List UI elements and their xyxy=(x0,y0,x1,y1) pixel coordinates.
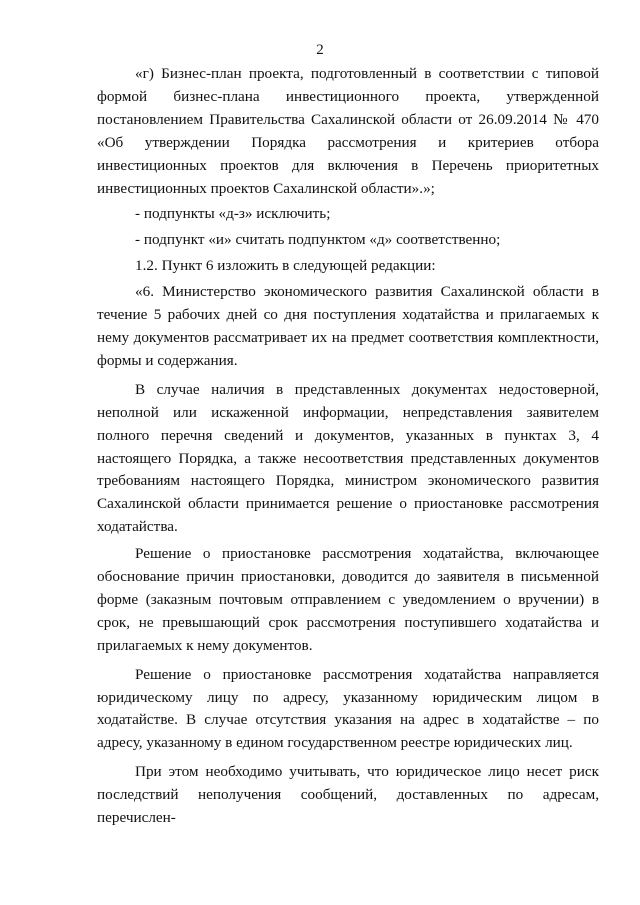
paragraph-item-1-2: 1.2. Пункт 6 изложить в следующей редакции: xyxy=(135,257,436,275)
paragraph-business-plan: «г) Бизнес-план проекта, подготовленный в соответствии с типовой формой бизнес-плана инвестиционного проекта, утвержденной постановлением Правительства Сахалинской области от 26.09.2014 № 470 «Об утверждении Порядка рассмотрения и критериев отбора инвестиционных проектов для включения в Перечень приоритетных инвестиционных проектов Сахалинской области».»; xyxy=(97,65,599,197)
paragraph-subitem-renamed: - подпункт «и» считать подпунктом «д» соответственно; xyxy=(135,231,501,249)
page-number: 2 xyxy=(316,42,324,58)
paragraph-invalid-documents: В случае наличия в представленных документах недостоверной, неполной или искаженной информации, непредставления заявителем полного перечня сведений и документов, указанных в пунктах 3, 4 настоящего Порядка, а также несоответствия представленных документов требованиям настоящего Порядка, министром экономического развития Сахалинской области принимается решение о приостановке рассмотрения ходатайства. xyxy=(97,380,599,536)
document-body xyxy=(97,63,599,830)
paragraph-subitems-excluded: - подпункты «д-з» исключить; xyxy=(135,205,331,223)
paragraph-suspension-notice: Решение о приостановке рассмотрения ходатайства, включающее обоснование причин приостановки, доводится до заявителя в письменной форме (заказным почтовым отправлением с уведомлением о вручении) в срок, не превышающий срок рассмотрения поступившего ходатайства и прилагаемых к нему документов. xyxy=(97,545,599,654)
paragraph-item-6: «6. Министерство экономического развития Сахалинской области в течение 5 рабочих дней со дня поступления ходатайства и прилагаемых к нему документов рассматривает их на предмет соответствия комплектности, формы и содержания. xyxy=(97,283,599,369)
paragraph-suspension-address: Решение о приостановке рассмотрения ходатайства направляется юридическому лицу по адресу, указанному юридическим лицом в ходатайстве. В случае отсутствия указания на адрес в ходатайстве – по адресу, указанному в едином государственном реестре юридических лиц. xyxy=(97,665,599,752)
paragraph-risk-notice: При этом необходимо учитывать, что юридическое лицо несет риск последствий неполучения сообщений, доставленных по адресам, перечислен- xyxy=(97,763,599,827)
